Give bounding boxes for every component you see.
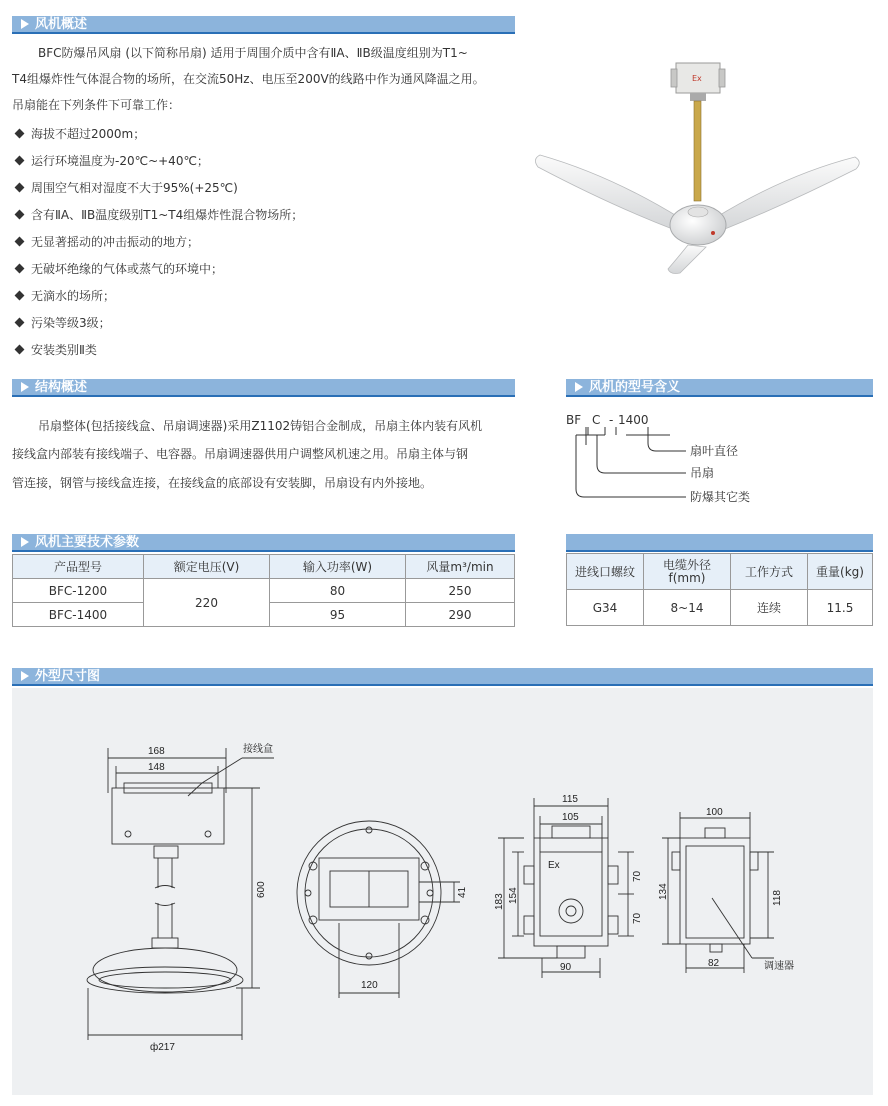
fan-blade	[535, 155, 680, 230]
dim-label: 134	[658, 883, 669, 900]
table-header: 工作方式	[731, 554, 808, 590]
list-item: 无滴水的场所；	[12, 283, 115, 309]
model-code-c: C	[592, 413, 601, 427]
table-header: 进线口螺纹	[567, 554, 644, 590]
dim-label: 148	[148, 762, 165, 773]
label-explosion-proof: 防爆其它类	[690, 490, 751, 504]
dim-label: 600	[256, 881, 267, 898]
list-item: 运行环境温度为-20℃~+40℃；	[12, 148, 209, 174]
model-code-size: 1400	[618, 413, 649, 427]
overview-line3: 吊扇能在下列条件下可靠工作：	[12, 98, 181, 112]
list-item: 安装类别Ⅱ类	[12, 337, 97, 363]
list-item: 海拔不超过2000m；	[12, 121, 145, 147]
section-header-model-meaning	[566, 379, 873, 397]
table-header: 额定电压(V)	[144, 555, 270, 579]
dim-label: 118	[772, 890, 783, 906]
diamond-bullet-icon	[15, 183, 25, 193]
diamond-bullet-icon	[15, 129, 25, 139]
dim-label: 100	[706, 807, 723, 818]
table-cell: 290	[406, 603, 515, 627]
triangle-icon	[21, 537, 29, 547]
dim-label: 154	[508, 887, 519, 904]
table-cell: 11.5	[808, 590, 873, 626]
table-cell: BFC-1200	[13, 579, 144, 603]
dimension-drawings	[12, 688, 873, 1095]
diamond-bullet-icon	[15, 156, 25, 166]
section-title: 外型尺寸图	[35, 669, 101, 684]
overview-line1: BFC防爆吊风扇 (以下简称吊扇) 适用于周围介质中含有ⅡA、ⅡB级温度组别为T1~	[38, 46, 468, 60]
table-cell: 80	[270, 579, 406, 603]
table-row	[567, 590, 873, 626]
dim-label: 41	[457, 886, 468, 898]
list-item: 污染等级3级；	[12, 310, 111, 336]
fan-blade	[715, 157, 859, 231]
list-item: 无破坏绝缘的气体或蒸气的环境中；	[12, 256, 223, 282]
table-cell: 连续	[731, 590, 808, 626]
table-header: 风量m³/min	[406, 555, 515, 579]
model-code-diagram	[560, 405, 800, 510]
list-item: 周围空气相对湿度不大于95%(+25℃)	[12, 175, 238, 201]
label-blade-diameter: 扇叶直径	[690, 444, 739, 458]
params-table	[12, 554, 515, 627]
table-cell: 8~14	[644, 590, 731, 626]
dim-label: 183	[494, 893, 505, 910]
diamond-bullet-icon	[15, 264, 25, 274]
section-title: 风机的型号含义	[589, 380, 681, 395]
section-title: 风机主要技术参数	[35, 535, 140, 550]
triangle-icon	[21, 19, 29, 29]
table-cell: BFC-1400	[13, 603, 144, 627]
dim-label: 70	[632, 870, 643, 882]
table-cell: 250	[406, 579, 515, 603]
ex-mark: Ex	[548, 860, 560, 871]
structure-line2: 接线盒内部装有接线端子、电容器。吊扇调速器供用户调整风机速之用。吊扇主体与钢	[12, 447, 469, 461]
table-cell: 220	[144, 579, 270, 627]
section-header-dimensions	[12, 668, 873, 686]
dim-label: 90	[560, 962, 572, 973]
dim-label: ф217	[150, 1042, 175, 1053]
params-table-2	[566, 553, 873, 626]
structure-line1: 吊扇整体(包括接线盒、吊扇调速器)采用Z1102铸铝合金制成，吊扇主体内装有风机	[38, 419, 483, 433]
structure-line3: 管连接，钢管与接线盒连接，在接线盒的底部设有安装脚，吊扇设有内外接地。	[12, 476, 433, 490]
section-header-structure	[12, 379, 515, 397]
section-header-overview	[12, 16, 515, 34]
overview-line2: T4组爆炸性气体混合物的场所，在交流50Hz、电压至200V的线路中作为通风降温之用。	[12, 72, 485, 86]
fan-blade	[668, 245, 706, 274]
diamond-bullet-icon	[15, 237, 25, 247]
diamond-bullet-icon	[15, 210, 25, 220]
triangle-icon	[575, 382, 583, 392]
junction-box-label: 接线盒	[243, 744, 273, 755]
section-title: 风机概述	[35, 17, 88, 32]
dim-label: 82	[708, 958, 720, 969]
table-header: 输入功率(W)	[270, 555, 406, 579]
model-code-bf: BF	[566, 413, 582, 427]
dim-label: 168	[148, 746, 165, 757]
list-item: 无显著摇动的冲击振动的地方；	[12, 229, 199, 255]
ex-mark: Ex	[692, 74, 702, 83]
regulator-label: 调速器	[764, 961, 794, 972]
ceiling-fan-photo	[530, 55, 870, 275]
dim-label: 120	[361, 980, 378, 991]
table-header: 重量(kg)	[808, 554, 873, 590]
section-title: 结构概述	[35, 380, 88, 395]
diamond-bullet-icon	[15, 318, 25, 328]
fan-rod	[694, 101, 701, 201]
model-code-dash: -	[609, 413, 614, 427]
table-header: 产品型号	[13, 555, 144, 579]
table-cell: G34	[567, 590, 644, 626]
table-cell: 95	[270, 603, 406, 627]
section-header-params	[12, 534, 515, 552]
diamond-bullet-icon	[15, 345, 25, 355]
list-item: 含有ⅡA、ⅡB温度级别T1~T4组爆炸性混合物场所；	[12, 202, 303, 228]
triangle-icon	[21, 382, 29, 392]
label-ceiling-fan: 吊扇	[690, 466, 715, 480]
dim-label: 115	[562, 794, 578, 805]
dim-label: 105	[562, 812, 579, 823]
dim-label: 70	[632, 912, 643, 924]
table-header: 电缆外径 f(mm)	[644, 554, 731, 590]
table-row	[13, 579, 515, 603]
params-table2-topbar	[566, 534, 873, 552]
triangle-icon	[21, 671, 29, 681]
diamond-bullet-icon	[15, 291, 25, 301]
